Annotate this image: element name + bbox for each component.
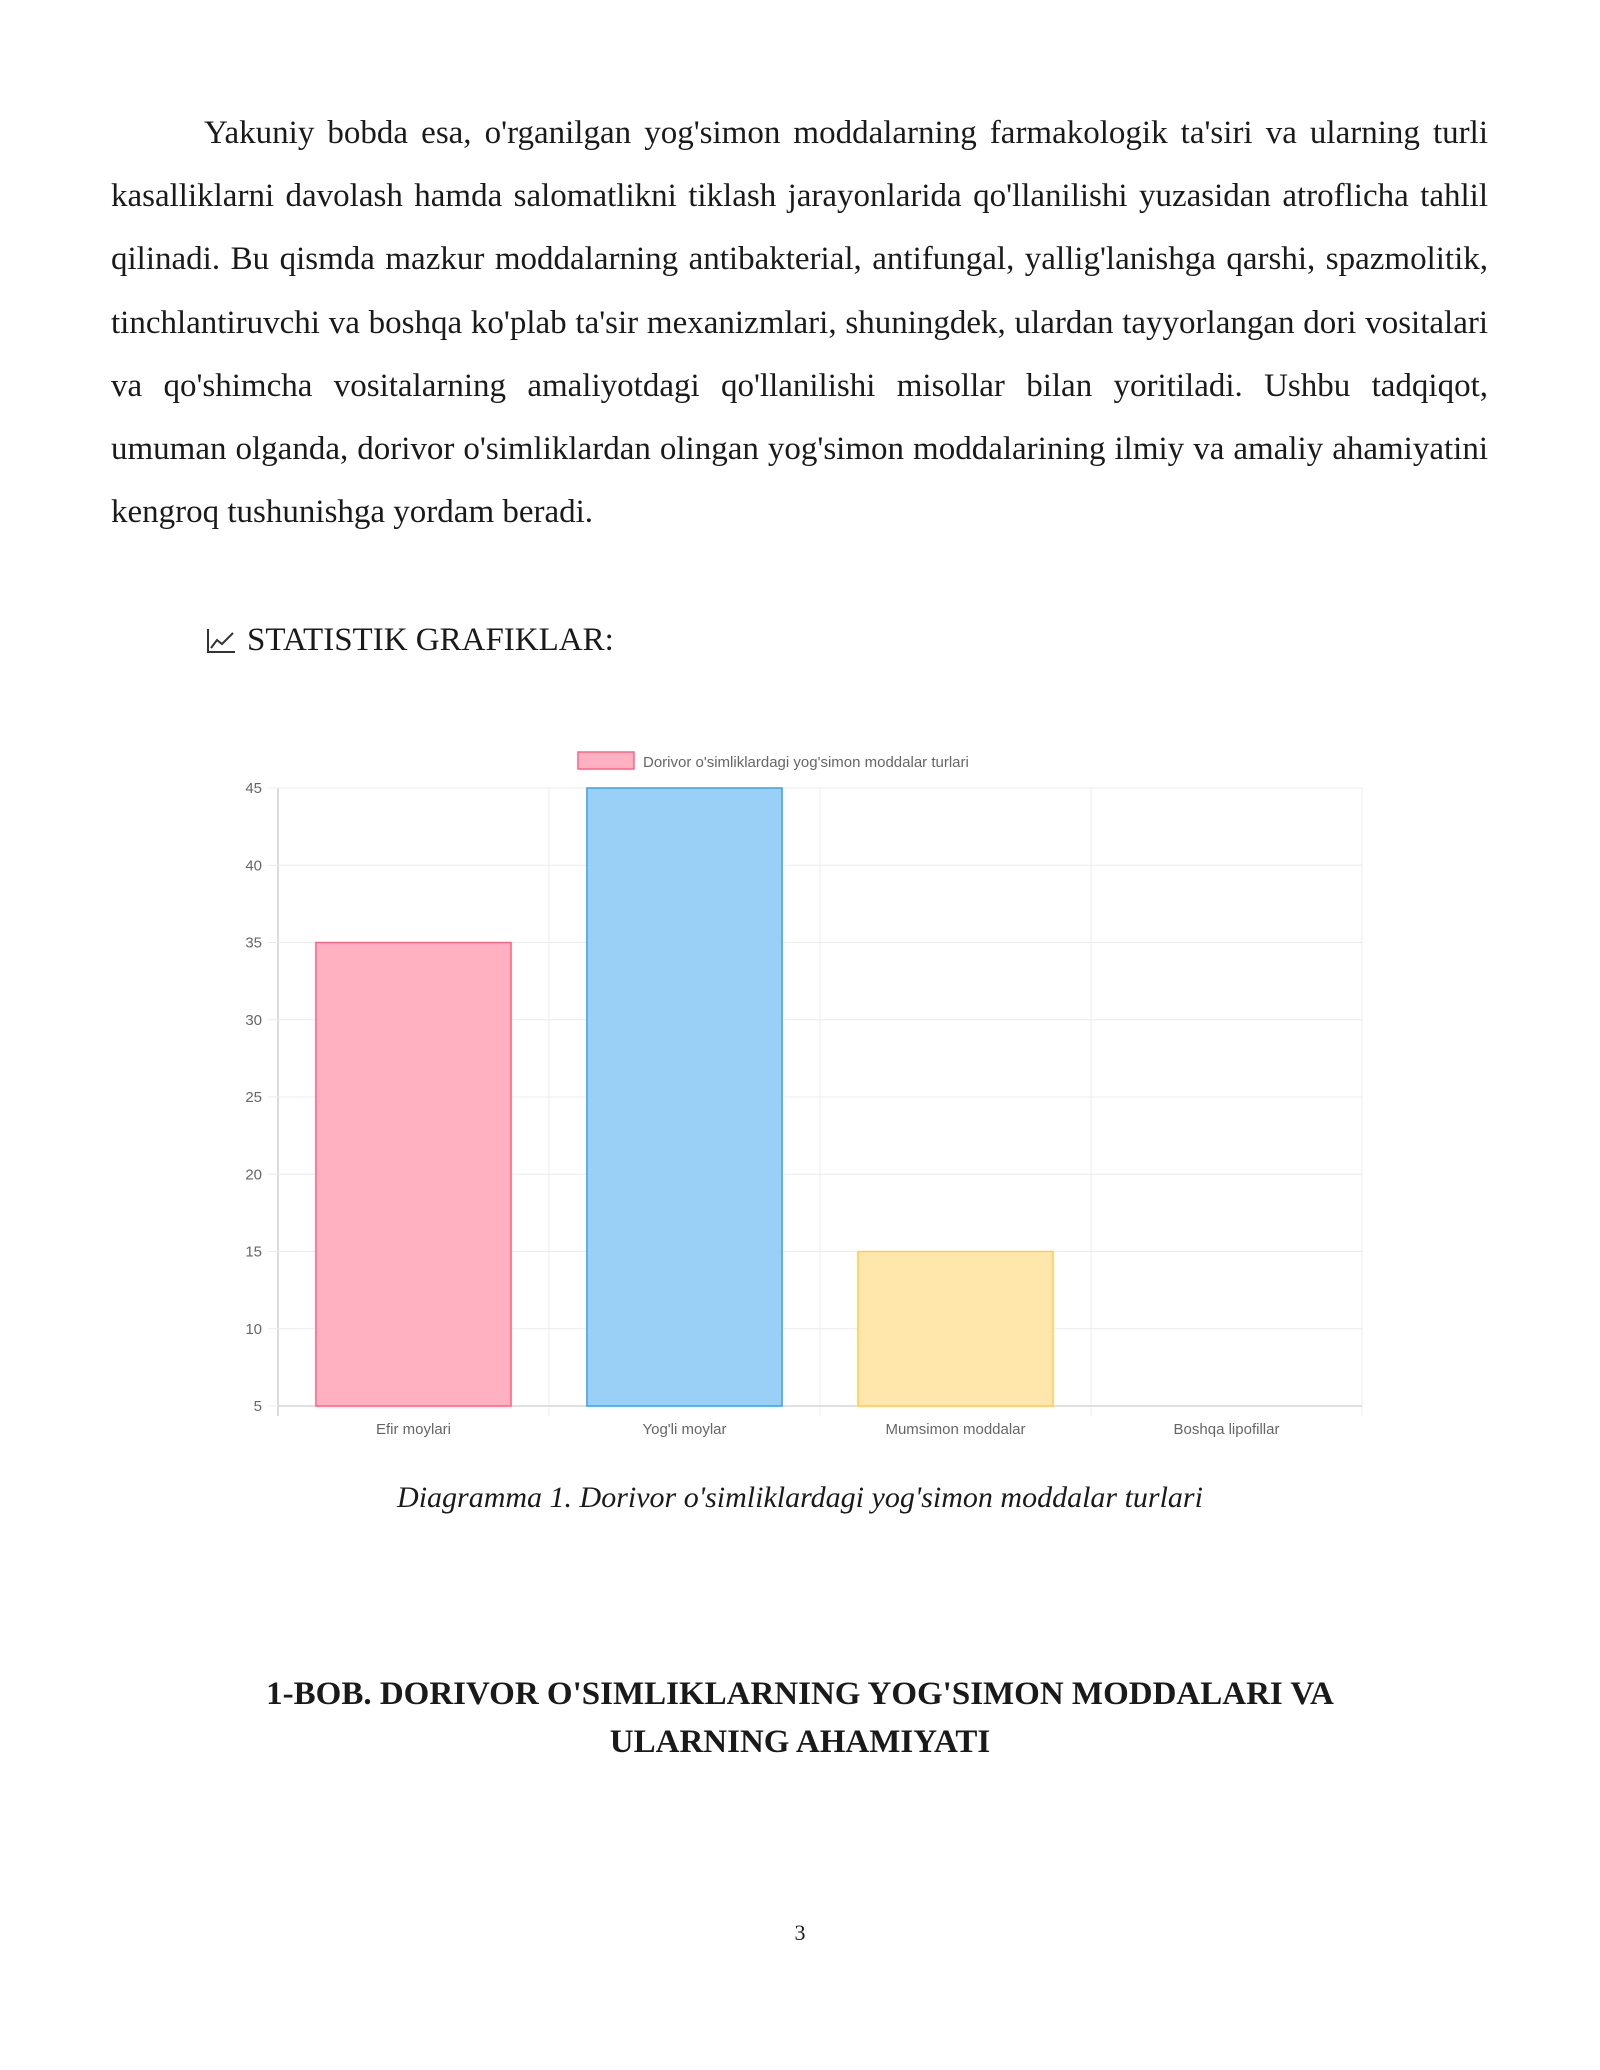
bar [316,943,511,1407]
chart-svg [0,740,1600,1460]
x-tick-label: Mumsimon moddalar [885,1421,1026,1438]
y-tick-label: 5 [253,1398,262,1415]
statistics-heading [205,609,614,672]
legend-swatch [578,752,634,769]
chart-increasing-icon [205,627,237,655]
y-tick-label: 35 [245,934,262,952]
bar-chart [0,740,1600,1460]
x-tick-label: Boshqa lipofillar [1173,1421,1280,1438]
body-paragraph: Yakuniy bobda esa, o'rganilgan yog'simon moddalarning farmakologik ta'siri va ularning turli kasalliklarni davolash hamda salomatlikni tiklash jarayonlarida qo'llanilishi yuzasidan atroflicha tahlil qilinadi. Bu qismda mazkur moddalarning antibakterial, antifungal, yallig'lanishga qarshi, spazmolitik, tinchlantiruvchi va boshqa ko'plab ta'sir mexanizmlari, shuningdek, ulardan tayyorlangan dori vositalari va qo'shimcha vositalarning amaliyotdagi qo'llanilishi misollar bilan yoritiladi. Ushbu tadqiqot, umuman olganda, dorivor o'simliklardan olingan yog'simon moddalarining ilmiy va amaliy ahamiyatini kengroq tushunishga yordam beradi. [111,115,1488,531]
chapter-title-line-2: ULARNING AHAMIYATI [609,1724,991,1760]
y-tick-label: 45 [245,780,262,797]
chapter-title [150,1670,1450,1766]
chart-caption: Diagramma 1. Dorivor o'simliklardagi yog'simon moddalar turlari [397,1481,1203,1514]
y-tick-label: 25 [245,1089,262,1106]
x-tick-label: Yog'li moylar [642,1421,727,1438]
y-tick-label: 10 [245,1320,262,1338]
legend-label: Dorivor o'simliklardagi yog'simon moddalar turlari [643,754,969,771]
bar [587,788,782,1406]
bar [858,1252,1053,1407]
y-tick-label: 20 [245,1166,262,1184]
statistics-heading-label: STATISTIK GRAFIKLAR: [247,622,614,658]
x-tick-label: Efir moylari [375,1421,452,1438]
y-tick-label: 30 [245,1011,262,1029]
page-number: 3 [794,1920,806,1945]
y-tick-label: 40 [245,857,262,875]
chapter-title-line-1: 1-BOB. DORIVOR O'SIMLIKLARNING YOG'SIMON MODDALARI VA [266,1676,1334,1712]
y-tick-label: 15 [245,1243,262,1261]
